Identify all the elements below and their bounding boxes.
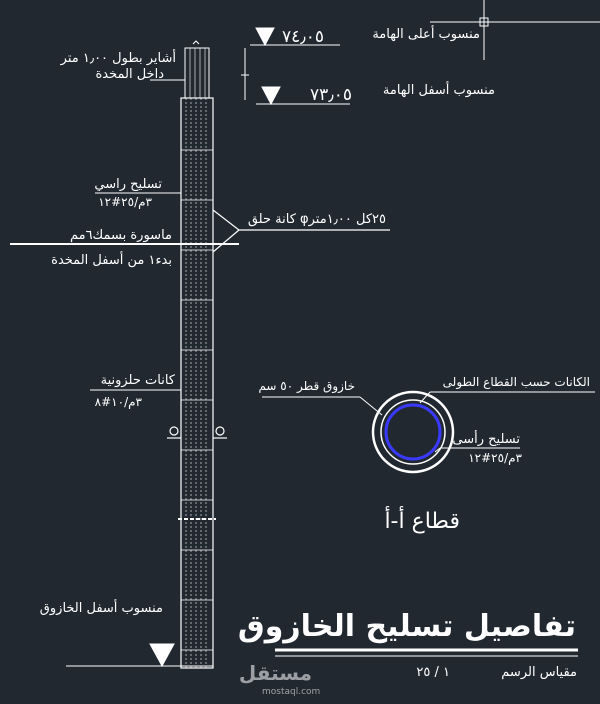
spiral-stirrups-label-line2: ٣م/١٠#٨: [94, 395, 142, 409]
casing-label-line1: ماسورة بسمك٦مم: [69, 228, 172, 243]
section-rebar-ring: [386, 405, 440, 459]
section-stirrups-label: الكانات حسب القطاع الطولى: [442, 375, 590, 389]
section-rebar-label-line2: ٣م/٢٥#١٢: [468, 451, 522, 465]
dowels-top: [185, 48, 209, 98]
section-a-a: [262, 392, 595, 472]
vertical-rebar-label-line1: تسليح راسي: [94, 177, 162, 192]
dowels-label-line2: داخل المخدة: [95, 67, 164, 82]
dowels-label-line1: أشاير بطول ١٫٠٠ متر: [60, 51, 176, 66]
section-leaders: [262, 392, 595, 452]
scale-label: مقياس الرسم: [501, 665, 577, 680]
drawing-title: تفاصيل تسليح الخازوق: [237, 609, 576, 644]
watermark-arabic: مستقل: [238, 661, 312, 685]
watermark: [239, 661, 320, 697]
watermark-url: mostaql.com: [262, 687, 321, 697]
top-level-value: ٧٤٫٠٥: [282, 27, 325, 47]
pile-elevation: [178, 41, 216, 668]
bottom-level-value: ٧٣٫٠٥: [310, 85, 353, 105]
section-rebar-label-line1: تسليح رأسى: [452, 432, 520, 447]
section-cut-markers: [167, 427, 227, 438]
pile-bottom-level-label: منسوب أسفل الخازوق: [39, 601, 163, 616]
ring-stirrup-label: كانة حلق φ٢٥كل ١٫٠٠متر: [247, 212, 386, 227]
title-underline: [275, 650, 578, 656]
pile-diameter-label: خازوق قطر ٥٠ سم: [258, 379, 355, 393]
vertical-rebar-label-line2: ٣م/٢٥#١٢: [98, 195, 152, 209]
spiral-stirrups-label-line1: كانات حلزونية: [100, 373, 175, 388]
section-stirrup-circle: [381, 400, 445, 464]
bottom-level-text: منسوب أسفل الهامة: [382, 83, 495, 98]
section-title: قطاع أ-أ: [384, 509, 460, 534]
top-level-text: منسوب أعلى الهامة: [372, 27, 480, 42]
scale-value: ١ / ٢٥: [416, 665, 450, 680]
casing-label-line2: بدء١ من أسفل المخدة: [51, 253, 172, 268]
